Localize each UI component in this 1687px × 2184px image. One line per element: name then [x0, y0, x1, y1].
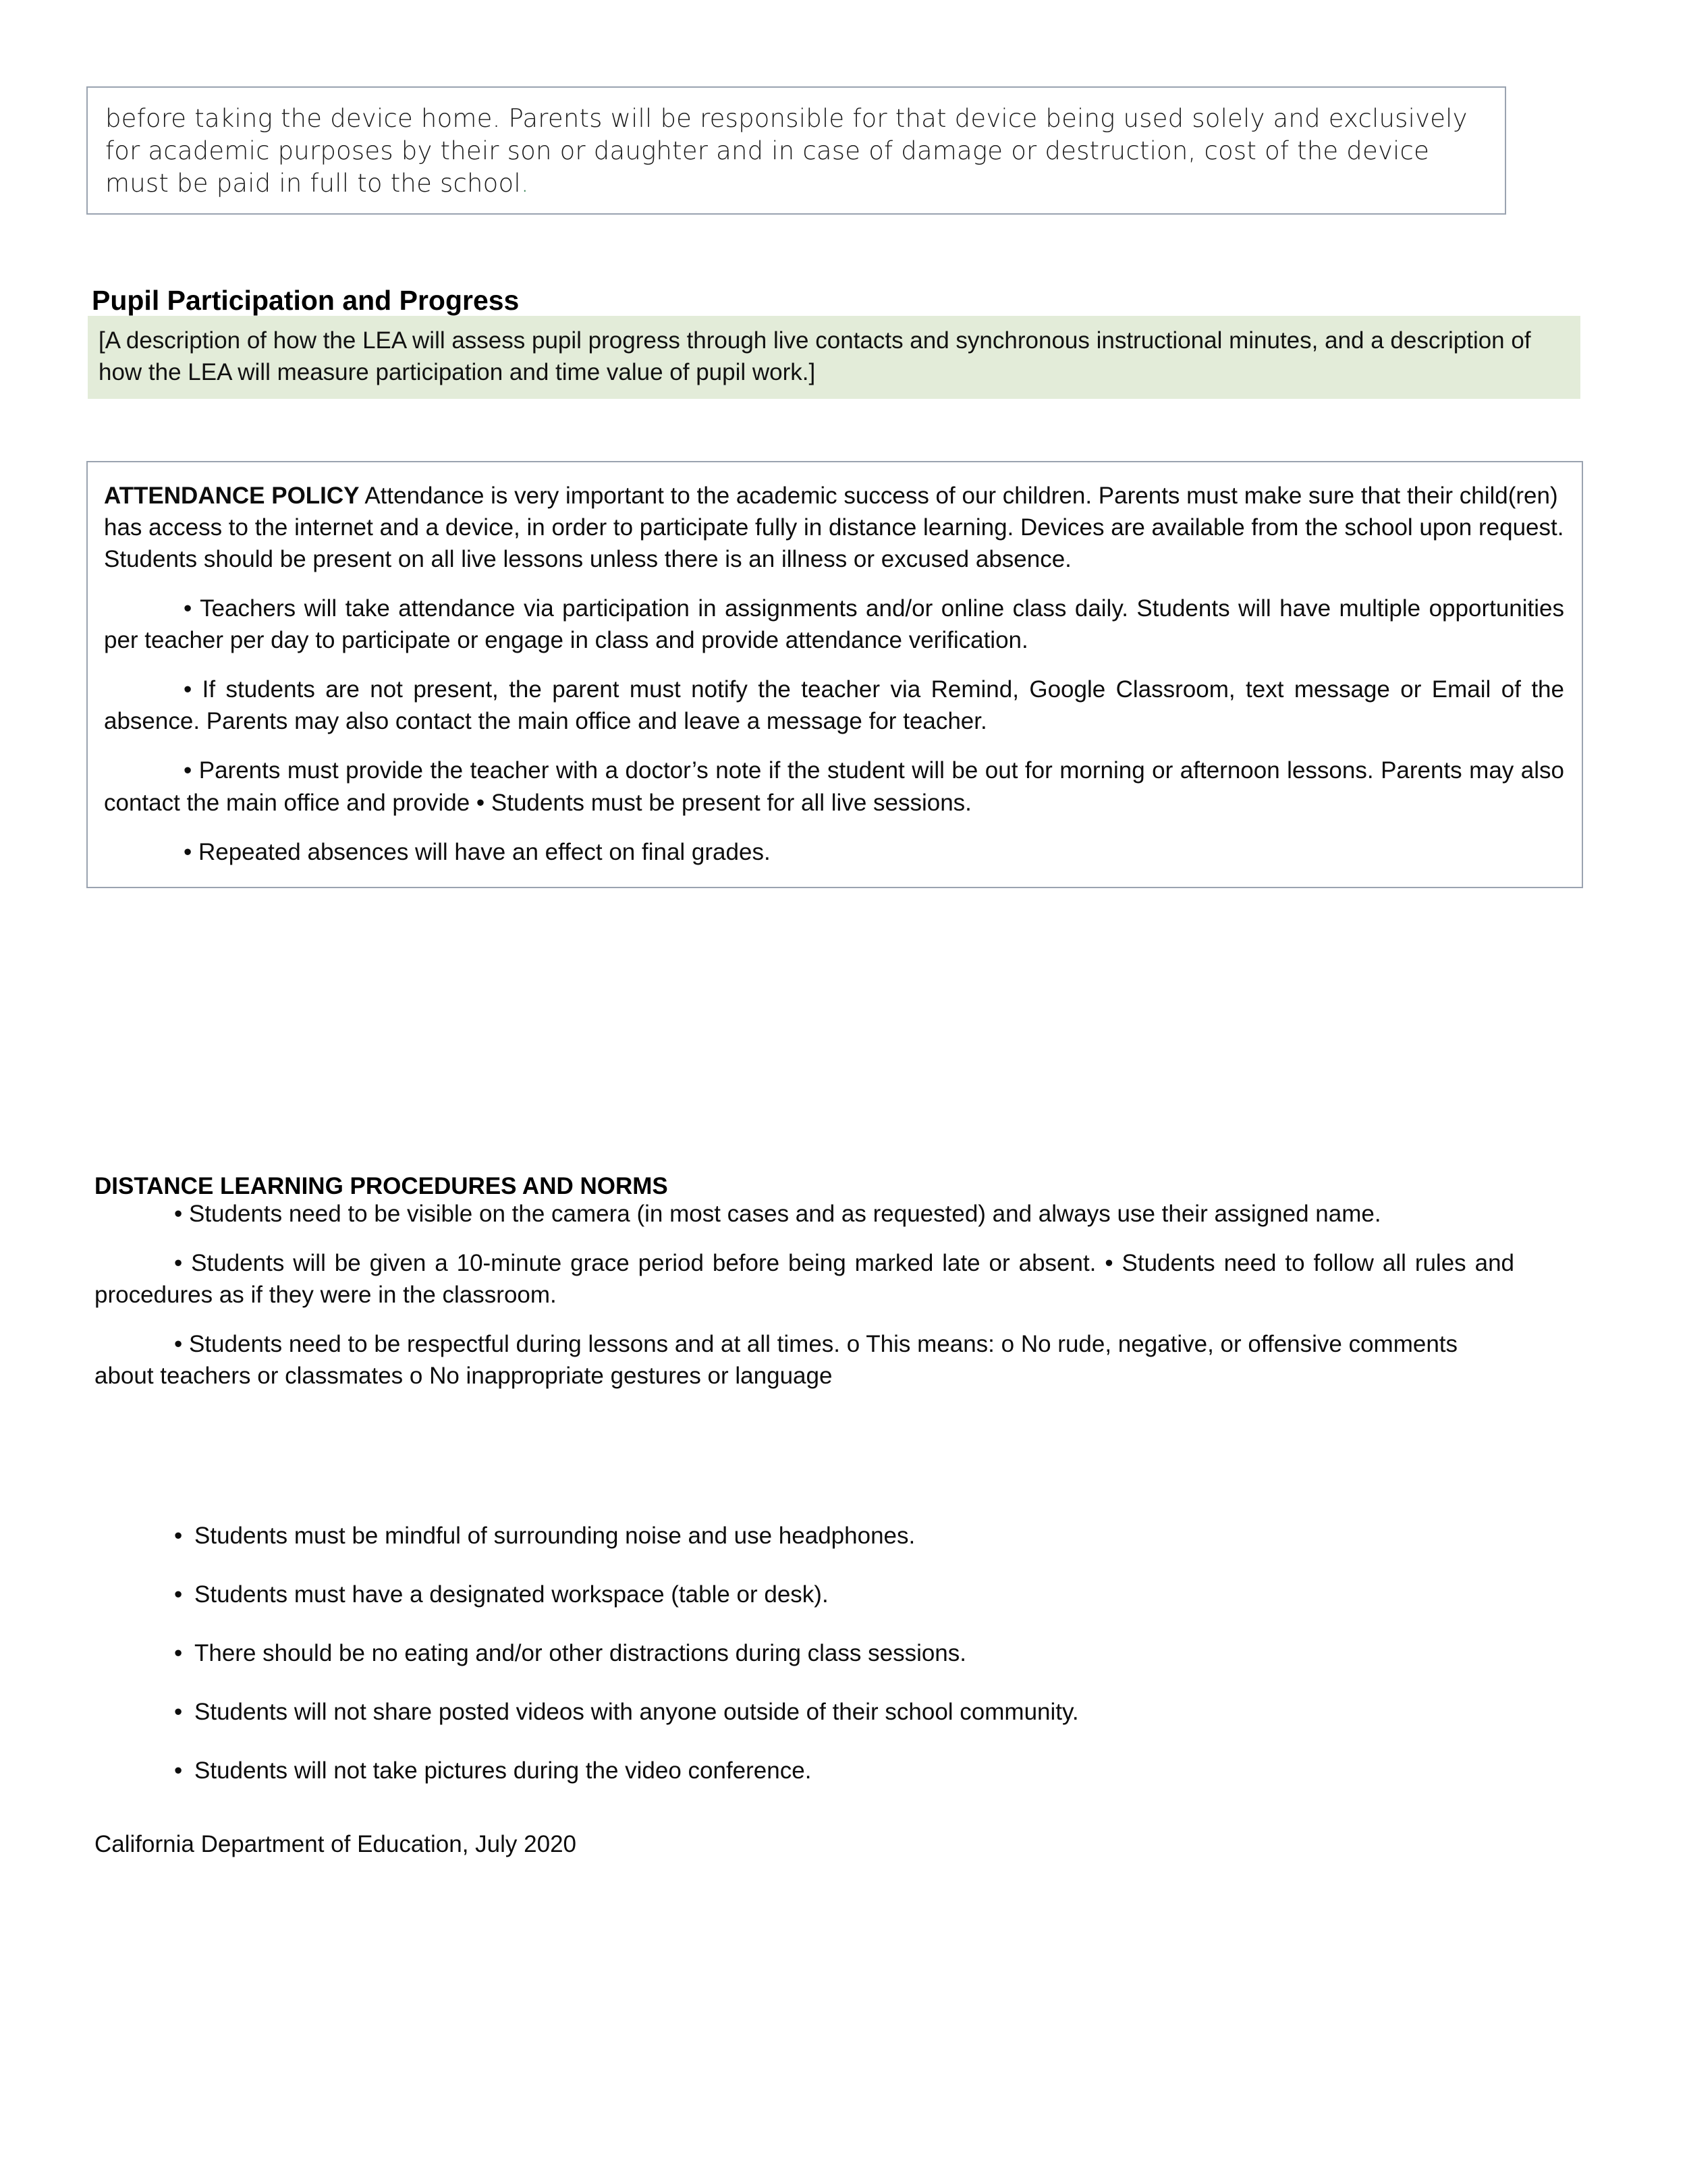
bullet-icon: • — [174, 1640, 183, 1667]
bullet-icon: • — [174, 1581, 183, 1608]
attendance-policy-label: ATTENDANCE POLICY — [104, 483, 360, 509]
footer-attribution: California Department of Education, July 2020 — [94, 1831, 577, 1857]
attendance-bullet-paragraph: • If students are not present, the parent must notify the teacher via Remind, Google Classroom, text message or Email of the absence. Parents may also contact the main office and leave a message for teacher. — [104, 676, 1564, 735]
bullet-icon: • — [174, 1699, 183, 1726]
distance-learning-paragraph: • Students need to be visible on the camera (in most cases and as requested) and always use their assigned name. — [174, 1201, 1381, 1227]
green-prompt-box — [88, 316, 1580, 399]
list-item — [94, 1579, 1514, 1610]
list-item-label: Students will not share posted videos with anyone outside of their school community. — [194, 1699, 1079, 1726]
list-item — [94, 1755, 1514, 1786]
section-heading-pupil-participation: Pupil Participation and Progress — [92, 285, 520, 317]
trailing-period: . — [520, 169, 529, 198]
distance-learning-list — [94, 1520, 1514, 1813]
list-item — [94, 1637, 1514, 1669]
distance-learning-paragraphs — [94, 1198, 1514, 1409]
distance-learning-paragraph: • Students will be given a 10-minute grace period before being marked late or absent. • Students need to follow all rules and procedures as if they were in the classroom. — [94, 1250, 1514, 1309]
list-item-label: Students must have a designated workspace (table or desk). — [194, 1581, 829, 1608]
list-item-label: There should be no eating and/or other distractions during class sessions. — [194, 1640, 966, 1667]
continued-text-box — [86, 86, 1506, 215]
attendance-lead-text: Attendance is very important to the academic success of our children. Parents must make sure that their child(ren) has access to the internet and a device, in order to participate fully in distance learning. Devices are available from the school upon request. Students should be present on all live lessons unless there is an illness or excused absence. — [104, 483, 1564, 573]
attendance-bullet-paragraph: • Repeated absences will have an effect on final grades. — [184, 838, 771, 865]
attendance-bullet-paragraph: • Parents must provide the teacher with a doctor’s note if the student will be out for morning or afternoon lessons. Parents may also contact the main office and provide • Students must be present for all live sessions. — [104, 757, 1564, 816]
distance-learning-paragraph: • Students need to be respectful during lessons and at all times. o This means: o No rude, negative, or offensive comments about teachers or classmates o No inappropriate gestures or language — [94, 1331, 1458, 1390]
continued-paragraph — [105, 103, 1487, 200]
attendance-bullet-paragraph: • Teachers will take attendance via participation in assignments and/or online class daily. Students will have multiple opportunities per teacher per day to participate or engage in class and provide attendance verification. — [104, 595, 1564, 654]
attendance-policy-box — [86, 461, 1583, 888]
list-item — [94, 1520, 1514, 1552]
bullet-icon: • — [174, 1757, 183, 1784]
continued-paragraph-text: before taking the device home. Parents will be responsible for that device being used solely and exclusively for academic purposes by their son or daughter and in case of damage or destruction, cost of the device must be paid in full to the school — [105, 104, 1468, 198]
green-prompt-text: [A description of how the LEA will assess pupil progress through live contacts and synchronous instructional minutes, and a description of how the LEA will measure participation and time value of pupil work.] — [99, 327, 1531, 385]
attendance-lead-paragraph — [104, 480, 1564, 575]
bullet-icon: • — [174, 1523, 183, 1549]
distance-learning-heading: DISTANCE LEARNING PROCEDURES AND NORMS — [94, 1173, 668, 1199]
list-item — [94, 1696, 1514, 1728]
list-item-label: Students must be mindful of surrounding noise and use headphones. — [194, 1523, 916, 1549]
list-item-label: Students will not take pictures during the video conference. — [194, 1757, 812, 1784]
